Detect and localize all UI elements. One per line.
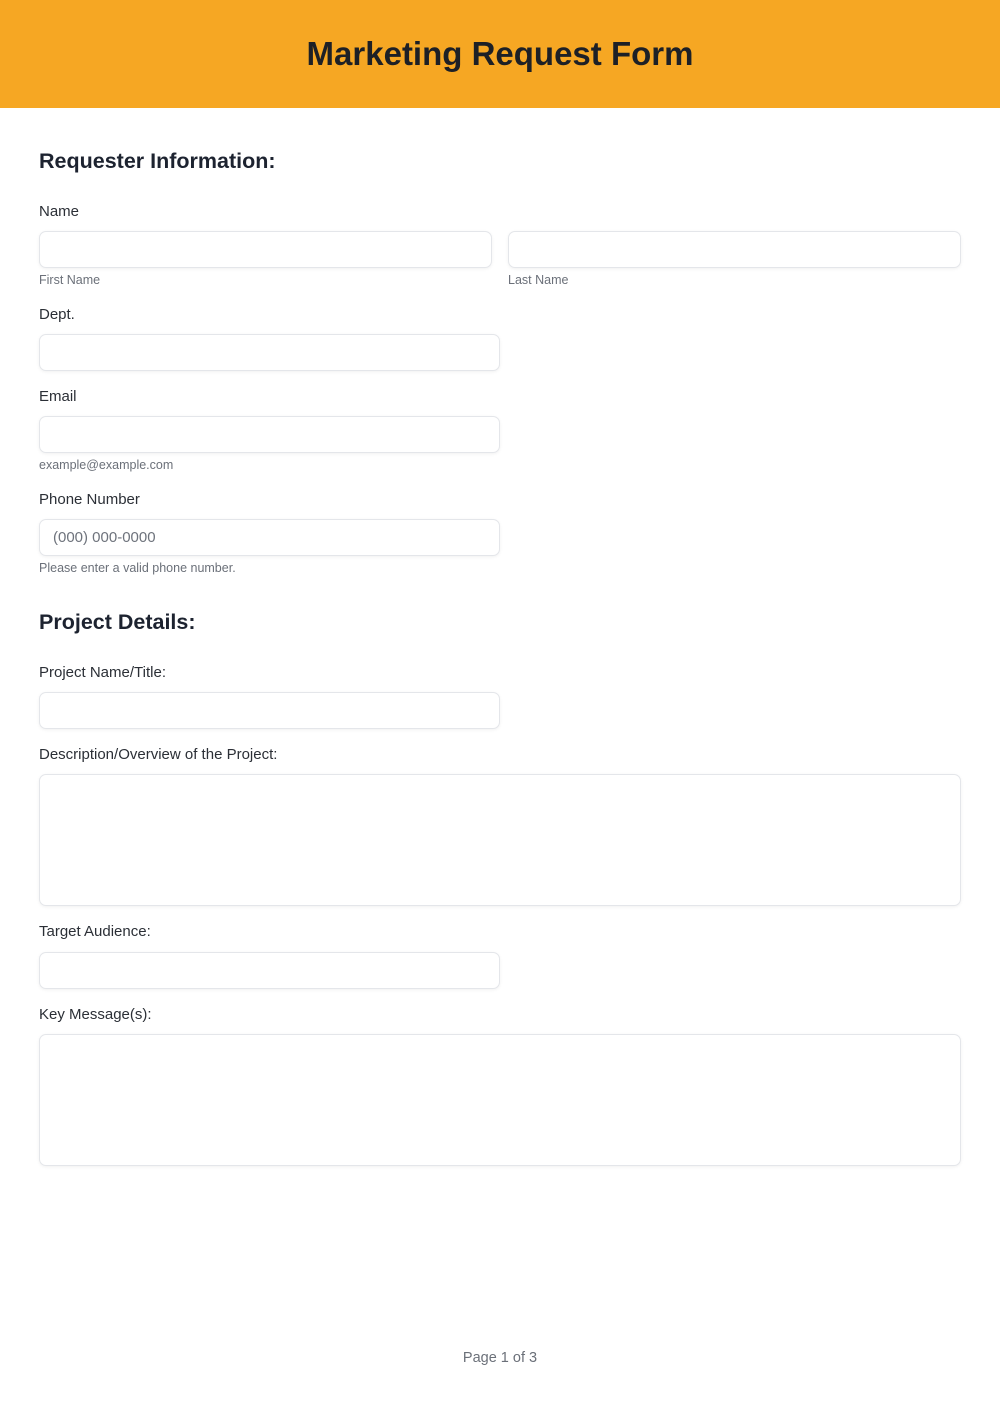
email-label: Email bbox=[39, 388, 77, 405]
project-name-label: Project Name/Title: bbox=[39, 664, 166, 681]
requester-section-title: Requester Information: bbox=[39, 149, 276, 173]
description-label: Description/Overview of the Project: bbox=[39, 746, 278, 763]
email-input[interactable] bbox=[39, 416, 500, 453]
dept-label: Dept. bbox=[39, 306, 75, 323]
target-audience-label: Target Audience: bbox=[39, 923, 151, 940]
last-name-input[interactable] bbox=[508, 231, 961, 268]
first-name-sublabel: First Name bbox=[39, 273, 101, 287]
page-indicator: Page 1 of 3 bbox=[462, 1350, 538, 1366]
name-label: Name bbox=[39, 203, 80, 220]
email-sublabel: example@example.com bbox=[39, 458, 174, 472]
last-name-sublabel: Last Name bbox=[508, 273, 569, 287]
first-name-input[interactable] bbox=[39, 231, 492, 268]
form-title: Marketing Request Form bbox=[306, 34, 694, 72]
form-header bbox=[0, 0, 1000, 108]
phone-label: Phone Number bbox=[39, 491, 140, 508]
phone-sublabel: Please enter a valid phone number. bbox=[39, 561, 236, 575]
project-section-title: Project Details: bbox=[39, 610, 196, 634]
dept-input[interactable] bbox=[39, 334, 500, 371]
key-messages-label: Key Message(s): bbox=[39, 1006, 152, 1023]
description-textarea[interactable] bbox=[39, 774, 961, 906]
project-name-input[interactable] bbox=[39, 692, 500, 729]
target-audience-input[interactable] bbox=[39, 952, 500, 989]
phone-input[interactable] bbox=[39, 519, 500, 556]
key-messages-textarea[interactable] bbox=[39, 1034, 961, 1166]
